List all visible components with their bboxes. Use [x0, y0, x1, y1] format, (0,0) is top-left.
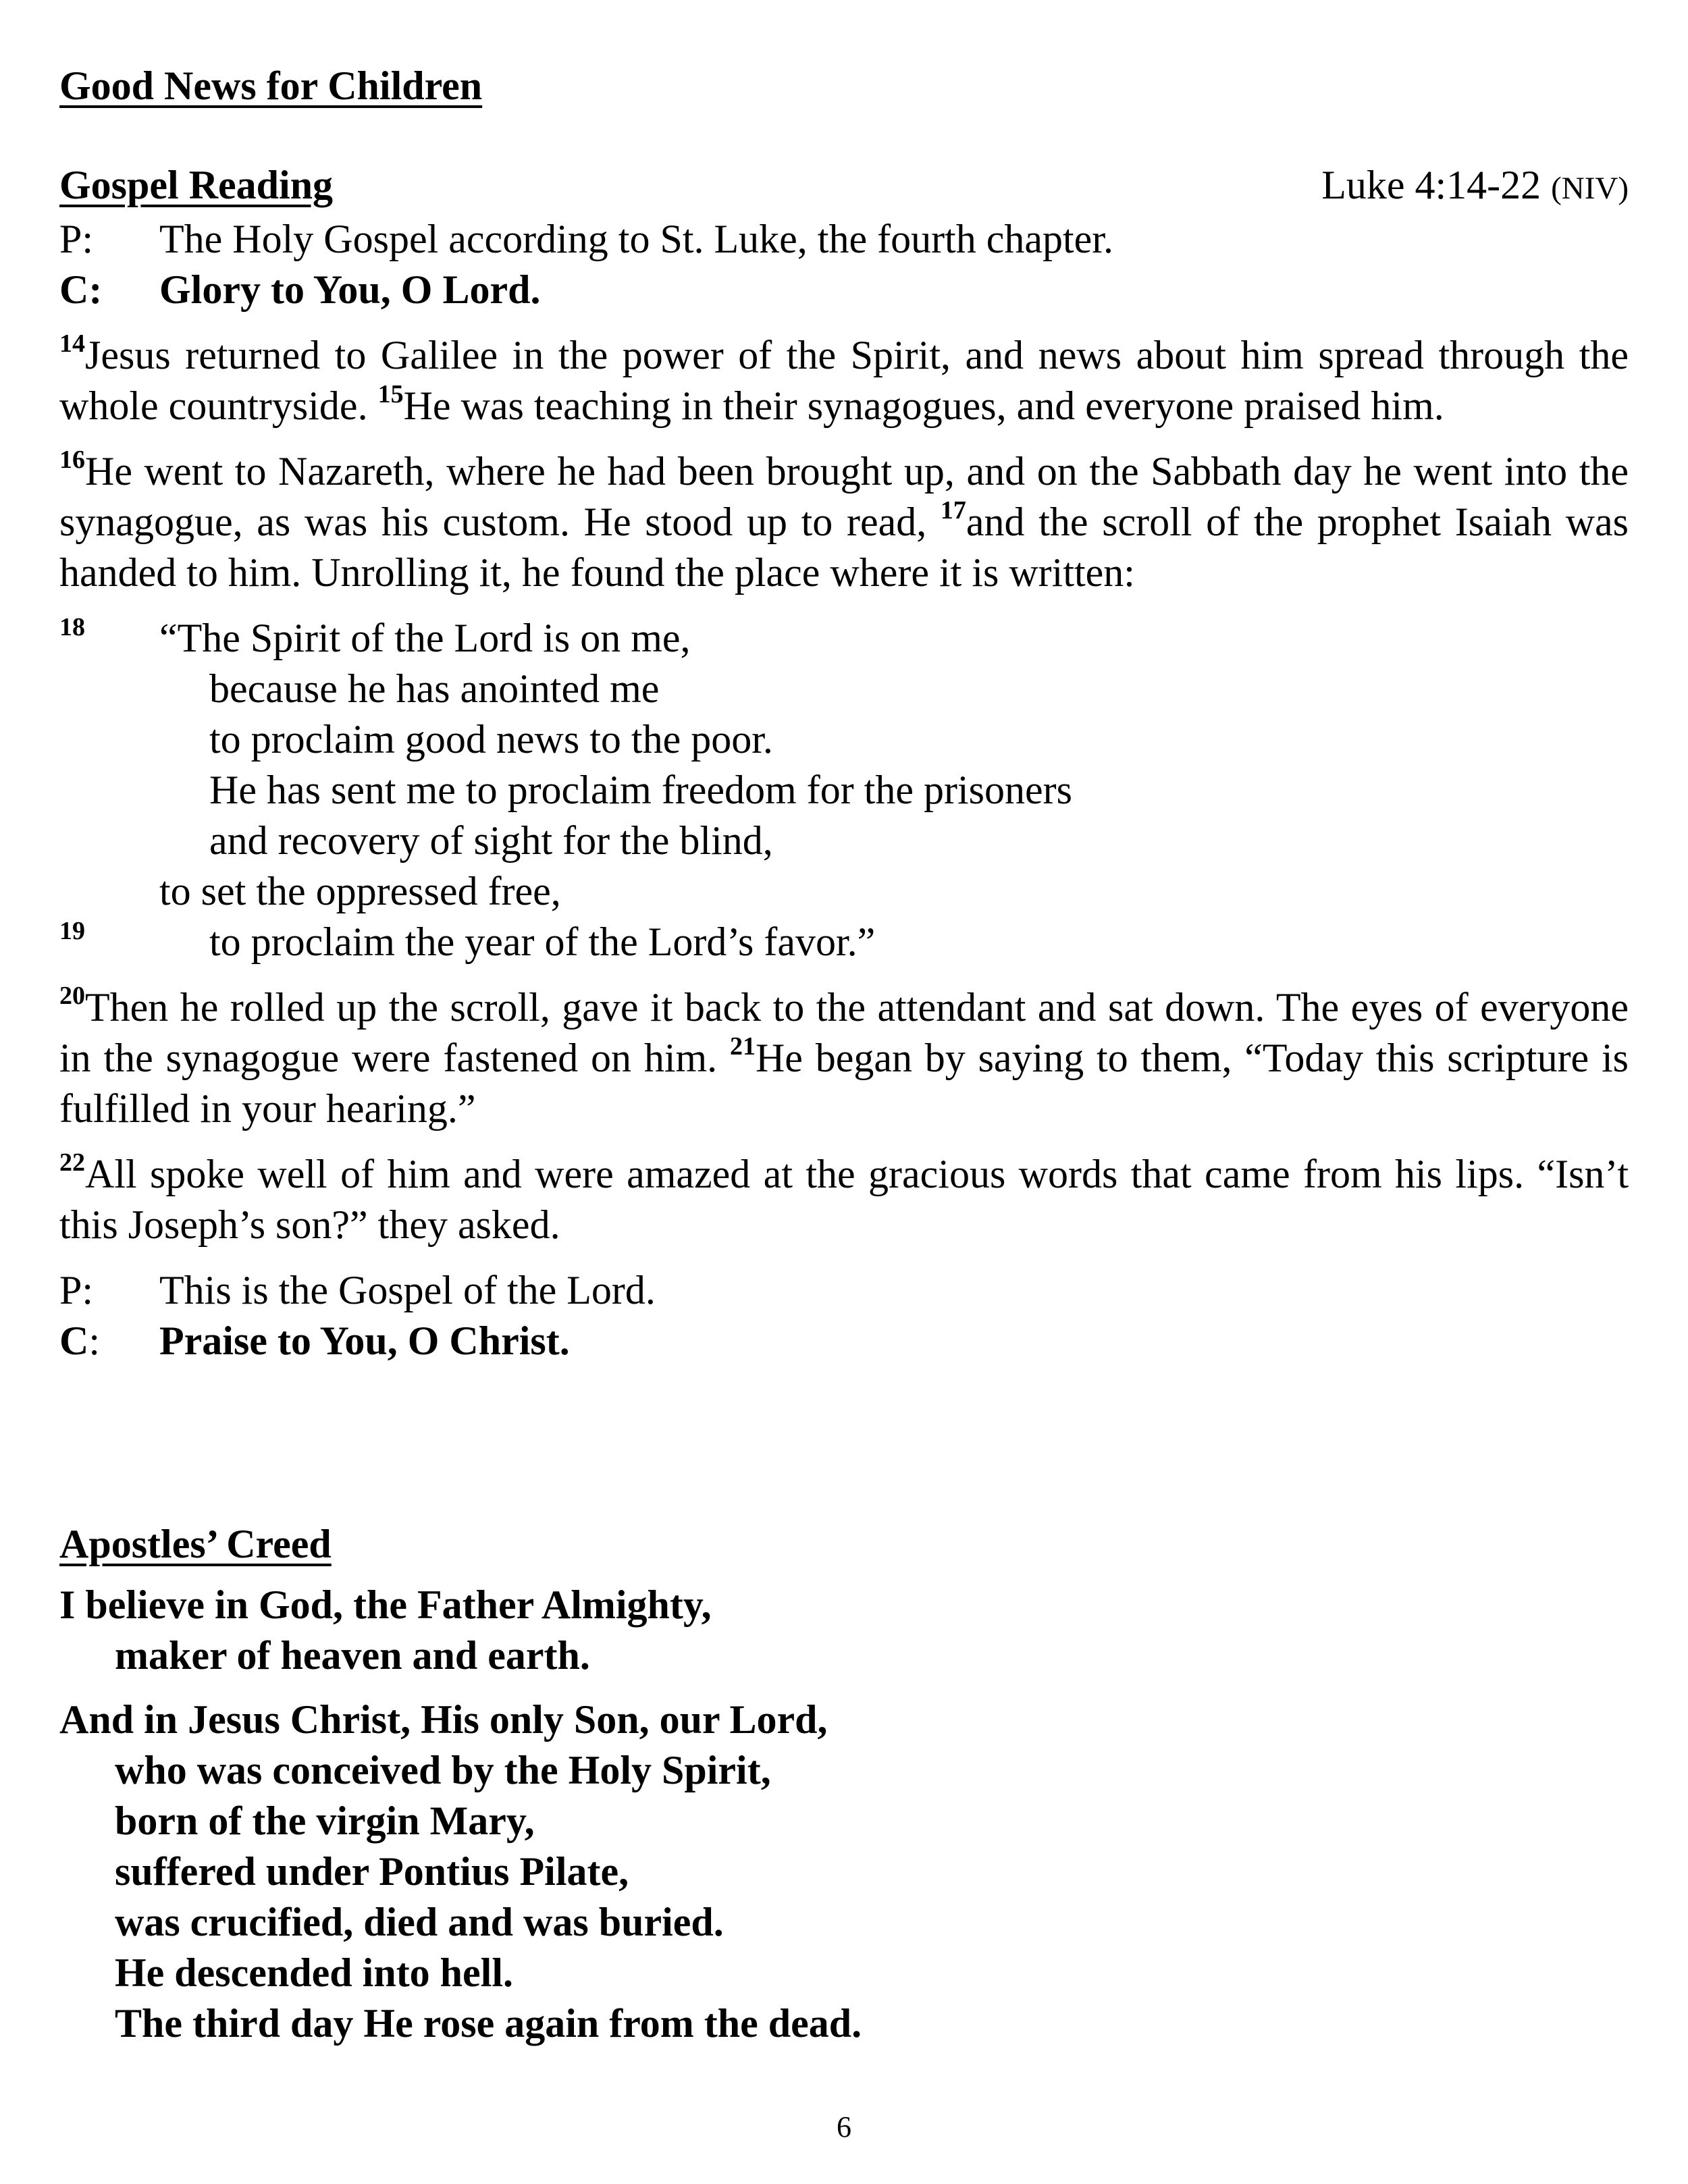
pastor-intro-text: The Holy Gospel according to St. Luke, the fourth chapter. — [159, 217, 1113, 261]
verse-number: 22 — [59, 1148, 85, 1177]
verse-text: He began by saying to them, “Today this scripture is fulfilled in your hearing.” — [59, 1036, 1629, 1131]
gospel-section — [59, 160, 1629, 1366]
poem-line: He has sent me to proclaim freedom for the prisoners — [209, 768, 1072, 812]
verse-number: 14 — [59, 329, 85, 358]
scripture-paragraph-4 — [59, 1149, 1629, 1250]
poem-line: because he has anointed me — [209, 666, 660, 711]
pastor-closing-line — [59, 1265, 1629, 1316]
verse-number: 19 — [59, 917, 85, 945]
creed-stanza-2 — [59, 1695, 862, 2049]
section-heading-good-news: Good News for Children — [59, 63, 483, 108]
pastor-intro-line — [59, 214, 1629, 265]
poem-line: to proclaim good news to the poor. — [209, 717, 773, 762]
congregation-closing-text: Praise to You, O Christ. — [159, 1319, 570, 1363]
verse-number: 20 — [59, 982, 85, 1010]
congregation-response-text: Glory to You, O Lord. — [159, 267, 541, 312]
scripture-paragraph-1 — [59, 330, 1629, 431]
creed-line: And in Jesus Christ, His only Son, our Lord, — [59, 1697, 828, 1742]
creed-line: I believe in God, the Father Almighty, — [59, 1582, 712, 1627]
poem-line: and recovery of sight for the blind, — [209, 818, 773, 863]
poem-line: to set the oppressed free, — [159, 869, 561, 913]
congregation-response-line — [59, 265, 1629, 315]
creed-line: suffered under Pontius Pilate, — [115, 1849, 629, 1894]
verse-number: 16 — [59, 446, 85, 474]
page-number: 6 — [837, 2110, 851, 2143]
gospel-heading: Gospel Reading — [59, 163, 334, 207]
scripture-paragraph-2 — [59, 446, 1629, 598]
pastor-label: P: — [59, 217, 94, 261]
creed-section — [59, 1519, 862, 2049]
verse-text: All spoke well of him and were amazed at the gracious words that came from his lips. “Isn’t this Joseph’s son?” they asked. — [59, 1152, 1629, 1247]
version-label: (NIV) — [1551, 171, 1629, 206]
creed-line: who was conceived by the Holy Spirit, — [115, 1748, 771, 1792]
verse-text: Then he rolled up the scroll, gave it back to the attendant and sat down. The eyes of everyone in the synagogue were fastened on him. — [59, 985, 1629, 1080]
verse-number: 15 — [377, 380, 404, 408]
creed-line: He descended into hell. — [115, 1950, 514, 1995]
poem-line — [59, 917, 1629, 967]
congregation-closing-line — [59, 1316, 1629, 1366]
congregation-label — [59, 1316, 159, 1366]
creed-line: was crucified, died and was buried. — [115, 1900, 724, 1944]
creed-heading: Apostles’ Creed — [59, 1522, 332, 1566]
creed-line: born of the virgin Mary, — [115, 1799, 535, 1843]
verse-text: He was teaching in their synagogues, and everyone praised him. — [403, 383, 1444, 428]
congregation-label-letter: C — [59, 1319, 89, 1363]
poem-line-text: to proclaim the year of the Lord’s favor.” — [209, 920, 876, 964]
pastor-label: P: — [59, 1268, 94, 1312]
verse-text: He went to Nazareth, where he had been brought up, and on the Sabbath day he went into the synagogue, as was his custom. He stood up to read, — [59, 449, 1629, 544]
creed-line: The third day He rose again from the dead. — [115, 2001, 862, 2046]
pastor-closing-text: This is the Gospel of the Lord. — [159, 1268, 656, 1312]
creed-stanza-1 — [59, 1580, 862, 1681]
verse-number: 18 — [59, 613, 85, 641]
scripture-paragraph-3 — [59, 982, 1629, 1134]
scripture-reference — [1321, 160, 1629, 214]
congregation-label: C: — [59, 267, 103, 312]
poem-line — [59, 613, 1629, 664]
poem-line-text: “The Spirit of the Lord is on me, — [159, 616, 691, 660]
reference-text: Luke 4:14-22 — [1321, 163, 1541, 207]
verse-text: and the scroll of the prophet Isaiah was handed to him. Unrolling it, he found the place where it is written: — [59, 500, 1629, 595]
verse-text: Jesus returned to Galilee in the power of the Spirit, and news about him spread through the whole countryside. — [59, 333, 1629, 428]
congregation-label-colon: : — [88, 1319, 101, 1363]
gospel-header-row — [59, 160, 1629, 214]
verse-number: 21 — [729, 1032, 756, 1061]
creed-line: maker of heaven and earth. — [115, 1633, 590, 1678]
verse-number: 17 — [940, 496, 966, 525]
isaiah-quotation — [59, 613, 1629, 967]
